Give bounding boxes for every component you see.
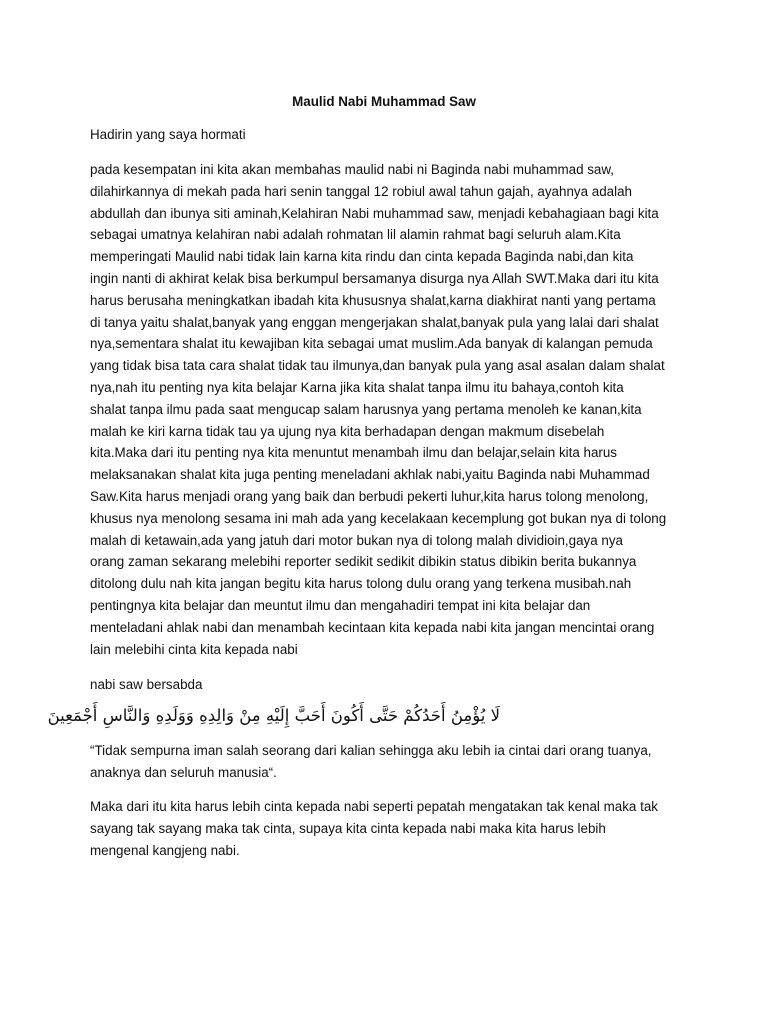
- greeting-line: Hadirin yang saya hormati: [90, 127, 246, 142]
- closing-line: sayang tak sayang maka tak cinta, supaya kita cinta kepada nabi maka kita harus lebih: [90, 820, 606, 836]
- body-line: sebagai umatnya kelahiran nabi adalah rohmatan lil alamin rahmat bagi seluruh alam.Kita: [90, 227, 621, 243]
- body-line: ingin nanti di akhirat kelak bisa berkumpul bersamanya disurga nya Allah SWT.Maka dari itu kita: [90, 270, 659, 286]
- body-line: menteladani ahlak nabi dan menambah kecintaan kita kepada nabi kita jangan mencintai orang: [90, 619, 655, 635]
- body-line: nya,sementara shalat itu kewajiban kita sebagai umat muslim.Ada banyak di kalangan pemuda: [90, 336, 653, 352]
- body-line: harus berusaha meningkatkan ibadah kita khususnya shalat,karna diakhirat nanti yang pertama: [90, 292, 656, 308]
- body-line: di tanya yaitu shalat,banyak yang enggan mengerjakan shalat,banyak pula yang lalai dari shalat: [90, 314, 659, 330]
- translation-line: anaknya dan seluruh manusia“.: [90, 764, 277, 780]
- translation-paragraph: [90, 740, 690, 784]
- body-line: malah di ketawain,ada yang jatuh dari motor bukan nya di tolong malah dividioin,gaya nya: [90, 532, 623, 548]
- body-line: pentingnya kita belajar dan meuntut ilmu dan mengahadiri tempat ini kita belajar dan: [90, 597, 591, 613]
- body-line: shalat tanpa ilmu pada saat mengucap salam harusnya yang pertama menoleh ke kanan,kita: [90, 401, 642, 417]
- body-line: ditolong dulu nah kita jangan begitu kita harus tolong dulu orang yang terkena musibah.nah: [90, 576, 632, 592]
- body-line: khusus nya menolong sesama ini mah ada yang kecelakaan kecemplung got bukan nya di tolong: [90, 510, 667, 526]
- document-title: Maulid Nabi Muhammad Saw: [292, 94, 476, 109]
- body-paragraph: [90, 159, 690, 660]
- body-line: yang tidak bisa tata cara shalat tidak tau ilmunya,dan banyak pula yang asal asalan dalam shalat: [90, 358, 665, 374]
- closing-line: mengenal kangjeng nabi.: [90, 842, 240, 858]
- greeting-paragraph: [90, 124, 690, 146]
- body-line: dilahirkannya di mekah pada hari senin tanggal 12 robiul awal tahun gajah, ayahnya adalah: [90, 183, 632, 199]
- closing-line: Maka dari itu kita harus lebih cinta kepada nabi seperti pepatah mengatakan tak kenal maka tak: [90, 799, 658, 814]
- hadith-intro-line: nabi saw bersabda: [90, 677, 203, 692]
- body-line: pada kesempatan ini kita akan membahas maulid nabi ni Baginda nabi muhammad saw,: [90, 162, 615, 177]
- hadith-arabic-text: لَا يُؤْمِنُ أَحَدُكُمْ حَتَّى أَكُونَ أَحَبَّ إِلَيْهِ مِنْ وَالِدِهِ وَوَلَدِهِ وَالنَّاسِ أَجْمَعِينَ: [47, 706, 500, 725]
- body-line: memperingati Maulid nabi tidak lain karna kita rindu dan cinta kepada Baginda nabi,dan kita: [90, 249, 634, 265]
- body-line: nya,nah itu penting nya kita belajar Karna jika kita shalat tanpa ilmu itu bahaya,contoh kita: [90, 379, 624, 395]
- body-line: kita.Maka dari itu penting nya kita menuntut menambah ilmu dan belajar,selain kita harus: [90, 445, 617, 461]
- body-line: orang zaman sekarang melebihi reporter sedikit sedikit dibikin status dibikin berita bukannya: [90, 554, 637, 570]
- body-line: melaksanakan shalat kita juga penting meneladani akhlak nabi,yaitu Baginda nabi Muhammad: [90, 467, 650, 483]
- body-line: abdullah dan ibunya siti aminah,Kelahiran Nabi muhammad saw, menjadi kebahagiaan bagi kita: [90, 205, 659, 221]
- closing-paragraph: [90, 796, 690, 861]
- translation-line: “Tidak sempurna iman salah seorang dari kalian sehingga aku lebih ia cintai dari orang tuanya,: [90, 743, 652, 758]
- hadith-intro-paragraph: [90, 674, 690, 696]
- body-line: lain melebihi cinta kita kepada nabi: [90, 641, 298, 657]
- body-line: malah ke kiri karna tidak tau ya ujung nya kita berhadapan dengan makmum disebelah: [90, 423, 605, 439]
- body-line: Saw.Kita harus menjadi orang yang baik dan berbudi pekerti luhur,kita harus tolong menolong,: [90, 488, 649, 504]
